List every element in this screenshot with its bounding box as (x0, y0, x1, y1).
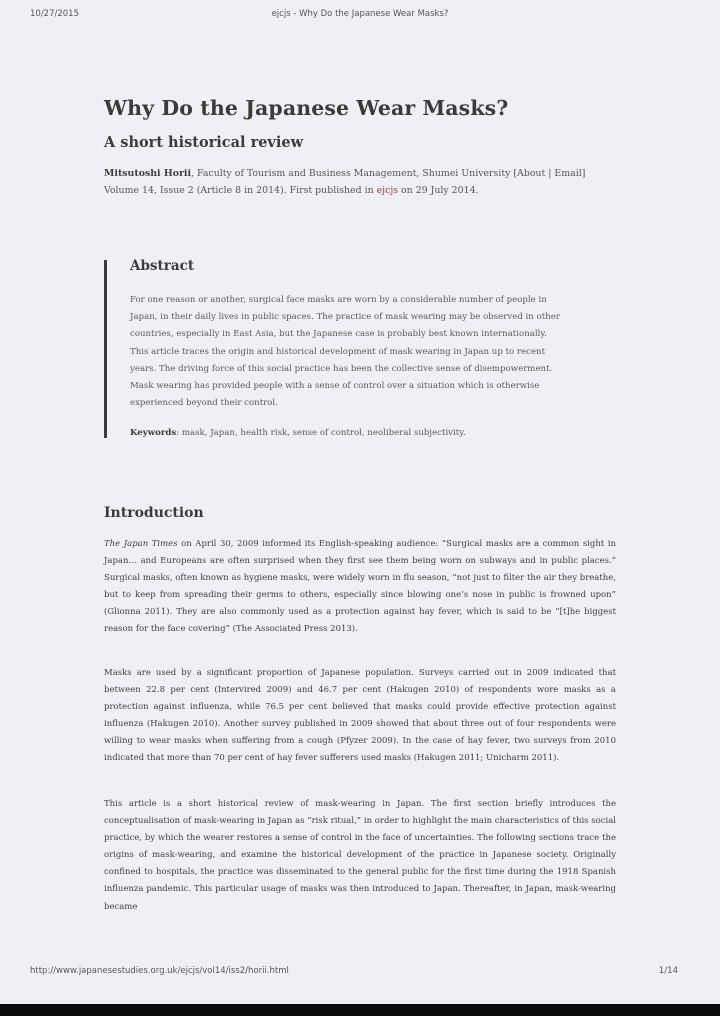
print-header (0, 9, 720, 23)
keywords-list: : mask, Japan, health risk, sense of control, neoliberal subjectivity. (176, 428, 466, 438)
volume-line (104, 182, 624, 199)
newspaper-name: The Japan Times (104, 539, 178, 549)
article-title: Why Do the Japanese Wear Masks? (104, 96, 509, 120)
print-footer (0, 966, 720, 980)
volume-prefix: Volume 14, Issue 2 (Article 8 in 2014). First published in (104, 185, 377, 196)
volume-suffix: on 29 July 2014. (398, 185, 479, 196)
keywords-label: Keywords (130, 428, 177, 438)
abstract-heading: Abstract (130, 258, 195, 274)
scan-edge (0, 1004, 720, 1016)
intro-paragraph-1-text: on April 30, 2009 informed its English-speaking audience: “Surgical masks are a common sight in Japan… and Europeans are often surprised when they first see them being worn on subways and in public places.” Surgical masks, often known as hygiene masks, were widely worn in flu season, “not just to filter the air they breathe, but to keep from spreading their germs to others, especially since blowing one’s nose in public is frowned upon” (Glionna 2011). They are also commonly used as a protection against hay fever, which is said to be “[t]he biggest reason for the face covering” (The Associated Press 2013). (104, 539, 616, 635)
author-affiliation: , Faculty of Tourism and Business Management, Shumei University (191, 168, 514, 179)
print-page-number: 1/14 (658, 966, 678, 976)
intro-paragraph-3: This article is a short historical review of mask-wearing in Japan. The first section briefly introduces the conceptualisation of mask-wearing in Japan as “risk ritual,” in order to highlight the main characteristics of this social practice, by which the wearer restores a sense of control in the face of uncertainties. The following sections trace the origins of mask-wearing, and examine the historical development of the practice in Japanese society. Originally confined to hospitals, the practice was disseminated to the general public for the first time during the 1918 Spanish influenza pandemic. This particular usage of masks was then introduced to Japan. Thereafter, in Japan, mask-wearing became (104, 799, 616, 912)
author-name: Mitsutoshi Horii (104, 168, 192, 179)
abstract-text: For one reason or another, surgical face masks are worn by a considerable number of people in Japan, in their daily lives in public spaces. The practice of mask wearing may be observed in other countries, especially in East Asia, but the Japanese case is probably best known internationally. This article traces the origin and historical development of mask wearing in Japan up to recent years. The driving force of this social practice has been the collective sense of disempowerment. Mask wearing has provided people with a sense of control over a situation which is otherwise experienced beyond their control. (130, 295, 560, 409)
intro-paragraph-2: Masks are used by a significant proportion of Japanese population. Surveys carried out in 2009 indicated that between 22.8 per cent (Intervired 2009) and 46.7 per cent (Hakugen 2010) of respondents wore masks as a protection against influenza, while 76.5 per cent believed that masks could provide effective protection against influenza (Hakugen 2010). Another survey published in 2009 showed that about three out of four respondents were willing to wear masks when suffering from a cough (Pfyzer 2009). In the case of hay fever, two surveys from 2010 indicated that more than 70 per cent of hay fever sufferers used masks (Hakugen 2011; Unicharm 2011). (104, 668, 616, 764)
abstract-block (104, 258, 604, 438)
keywords (130, 426, 564, 440)
article-subtitle: A short historical review (104, 134, 304, 151)
abstract-rule (104, 260, 107, 438)
introduction-heading: Introduction (104, 505, 204, 521)
author-line (104, 165, 624, 182)
print-date: 10/27/2015 (30, 9, 79, 19)
byline (104, 165, 624, 199)
intro-paragraph-1 (104, 536, 616, 639)
author-links[interactable]: [About | Email] (513, 168, 586, 179)
journal-link[interactable]: ejcjs (376, 185, 399, 196)
print-url: http://www.japanesestudies.org.uk/ejcjs/vol14/iss2/horii.html (30, 966, 289, 976)
print-page-title: ejcjs - Why Do the Japanese Wear Masks? (271, 9, 449, 19)
